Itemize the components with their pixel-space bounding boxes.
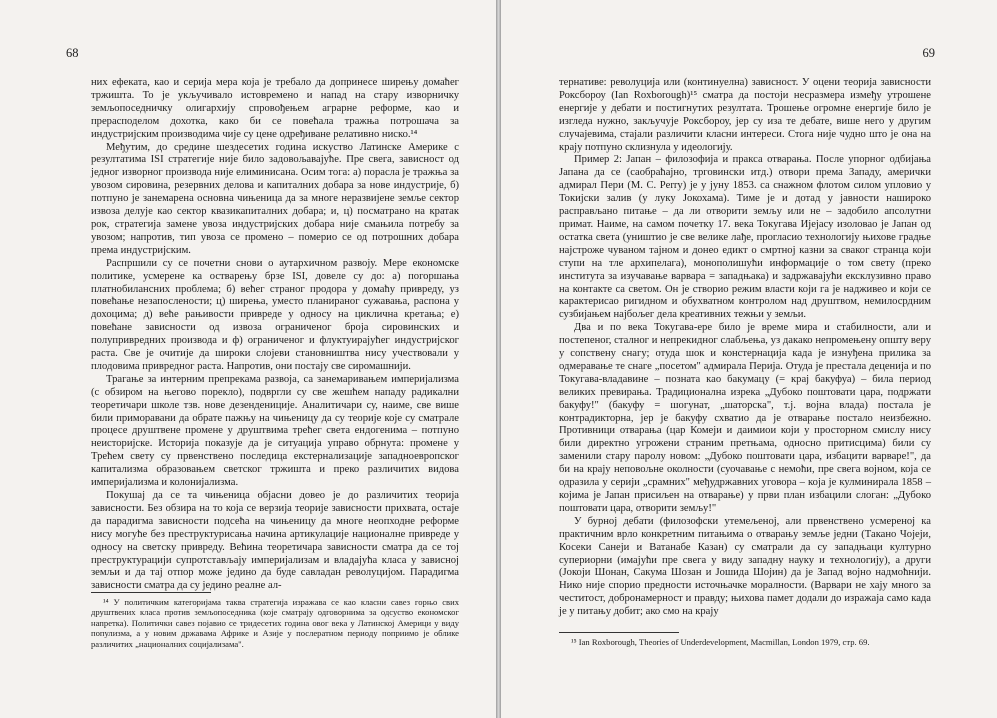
paragraph: них ефеката, као и серија мера која је требало да допринесе ширењу домаћег тржишта. То је укључивало истовремено и напад на стару изворничку земљопоседничку олигархију спровођењем аграрне реформе, као и прерасподелом дохотка, како би се повећала тражња потрошача за индустријским производима чије су цене одређиване релативно ниско.¹⁴ <box>91 77 459 140</box>
footnote <box>559 632 931 647</box>
footnote-text: ¹⁴ У политичким категоријама таква стратегија изражава се као класни савез горњо свих друштвених класа против земљопоседника (које сматрају одговорнима за одсуство економског напретка). Политички савез појавио се тридесетих година овог века у Латинској Америци у виду популизма, а у новим државама Африке и Азије у послератном периоду поприимо је облике различитих „националних социјализама". <box>91 597 459 649</box>
page-number: 68 <box>66 46 79 60</box>
paragraph: Трагање за интерним препрекама развоја, са занемаривањем империјализма (с обзиром на његово порекло), подвргли су све жешћем нападу радикални теоретичари школе тзв. нове дезендениције. Аналитичари су, наиме, све више били приморавани да обрате пажњу на чињеницу да су теорије које су сматрале процесе друштвене промене у друштвима трећег света ендогенима – потпуно неисторијске. Историја показује да је ситуација управо обрнута: промене у Трећем свету су првенствено последица екстернализације западноевропског капитализма образовањем светског тржишта и преко различитих видова империјализма и колонијализма. <box>91 373 459 489</box>
paragraph: Два и по века Токугава-ере било је време мира и стабилности, али и постепеног, сталног и непрекидног слабљења, уз дакако непромењену општу веру у сопствену снагу; отуда шок и констернација када је изнуђена прилика за одмеравање те снаге „посетом" адмирала Перија. Отуда је престала деценија и по Токугава-владавине – позната као бакумацу (= крај бакуфуа) – била период великих превирања. Традиционална изрека „Дубоко поштовати цара, подржати бакуфу!" (бакуфу = шогунат, „шаторска", т.ј. војна влада) постала је контрадикторна, јер је бакуфу схватио да је отварање постало неизбежно. Противници отварања (цар Комеји и даимиои који у просторном смислу нису били директно угрожени страним претњама, односно притисцима) били су заменили стару паролу новом: „Дубоко поштовати цара, избацити варваре!", да би на крају неповољне околности (суочавање с немоћи, пре свега војном, која се одразила у серији „срамних" међудржавних уговора – која је кулминирала 1858 – којима је Јапан присиљен на отварање) у први план избацили слоган: „Дубоко поштовати цара, отворити земљу!" <box>559 322 931 514</box>
paragraph: Међутим, до средине шездесетих година искуство Латинске Америке с резултатима ISI стратегије није било задовољавајуће. Пре свега, зависност од једног изворног производа није елиминисана. Осим тога: а) порасла је тражња за увозом сировина, резервних делова и капиталних добара за нове индустрије, б) потпуно је занемарена основна чињеница да за многе неразвијене земље сектор извоза делује као сектор квазикапиталних добара; и, ц) посматрано на кратак рок, стратегија замене увоза индустријских добара није смањила потребу за увозом; напротив, тип увоза се промено – померио се од потрошних добара према индустријским. <box>91 141 459 256</box>
footnote-rule <box>91 592 211 593</box>
footnote-rule <box>559 632 679 633</box>
page-number: 69 <box>922 46 935 60</box>
footnote <box>91 592 459 649</box>
right-page <box>501 0 997 718</box>
paragraph: Распршили су се почетни снови о аутархичном развоју. Мере економске политике, усмерене ка остварењу брзе ISI, довеле су до: а) погоршања платнобилансних проблема; б) већег страног продора у домаћу привреду, уз повећање незапослености; ц) ширења, уместо планираног сужавања, распона у дохоцима; д) веће рањивости привреде у односу на циклична кретања; е) повећане зависности од извоза ограниченог броја сировинских и полупривредних производа и ф) ограниченог и флуктуирајућег индустријског раста. Све је очитије да широки слојеви становништва нису учествовали у плодовима привредног раста. Напротив, они постају све сиромашнији. <box>91 257 459 372</box>
page-body <box>559 77 931 619</box>
left-page <box>0 0 496 718</box>
paragraph: тернативе: револуција или (континуелна) зависност. У оцени теорија зависности Роксбороу (Ian Roxborough)¹⁵ сматра да постоји несразмера између утрошене енергије у дебати и постигнутих резултата. Трошење огромне енергије било је изгледа нужно, закључује Роксбороу, јер су иза те дебате, више него у другим случајевима, стајали различити класни интереси. Стога није чудно што је она на крају потпуно склизнула у идеологију. <box>559 77 931 153</box>
page-body <box>91 77 459 593</box>
paragraph: У бурној дебати (филозофски утемељеној, али првенствено усмереној ка практичним врло конкретним питањима о отварању земље једни (Такано Чојеји, Косеки Санеји и Ватанабе Казан) су сматрали да су западњаци културно супериорни (имајући пре свега у виду западну науку и технологију), а други (Јокоји Шонан, Сакума Шозан и Јошида Шојин) да је Запад војно надмоћнији. Нико није спорио предности источњачке моралности. (Варвари не хају много за честитост, добронамерност и правду; њихова памет додали до изражаја само када је у питању добит; ако смо на крају <box>559 515 931 618</box>
footnote-text: ¹⁵ Ian Roxborough, Theories of Underdevelopment, Macmillan, London 1979, стр. 69. <box>571 637 870 647</box>
paragraph: Пример 2: Јапан – филозофија и пракса отварања. После упорног одбијања Јапана да се (саобраћајно, трговински итд.) отвори према Западу, амерички адмирал Пери (М. С. Perry) је у јуну 1853. са снажном флотом силом упловио у Токијски залив (у луку Јокохама). Тиме је и дотад у јавности нашироко расправљано питање – да ли отворити земљу или не – задобило апсолутни примат. Наиме, на самом почетку 17. века Токугава Ијејасу изоловао је Јапан од остатка света (уништио је све велике лађе, прогласио технологију њихове градње најстроже чуваном тајном и донео едикт о смртној казни за сваког странца који ступи на тле архипелага), монополишући информације о том свету (преко института за изучавање варвара = западњака) и задржавајући ексклузивно право на контакте са светом. Он је створио режим власти који га је надживео и који се карактерисао ригидном и обухватном контролом над друштвом, немилосрдним сузбијањем најбољег дела креативних тежњи у земљи. <box>559 154 931 321</box>
paragraph: Покушај да се та чињеница објасни довео је до различитих теорија зависности. Без обзира на то која се верзија теорије зависности прихвата, остаје да парадигма зависности подсећа на чињеницу да многе неопходне реформе нису могуће без преструктурисања начина артикулације националне привреде у односу на светску привреду. Већина теоретичара зависности сматра да се тој преструктурацији супротстављају империјализам и владајућа класа у зависној земљи и да тај отпор може једино да буде савладан револуцијом. Парадигма зависности сматра да су једино реалне ал- <box>91 490 459 592</box>
